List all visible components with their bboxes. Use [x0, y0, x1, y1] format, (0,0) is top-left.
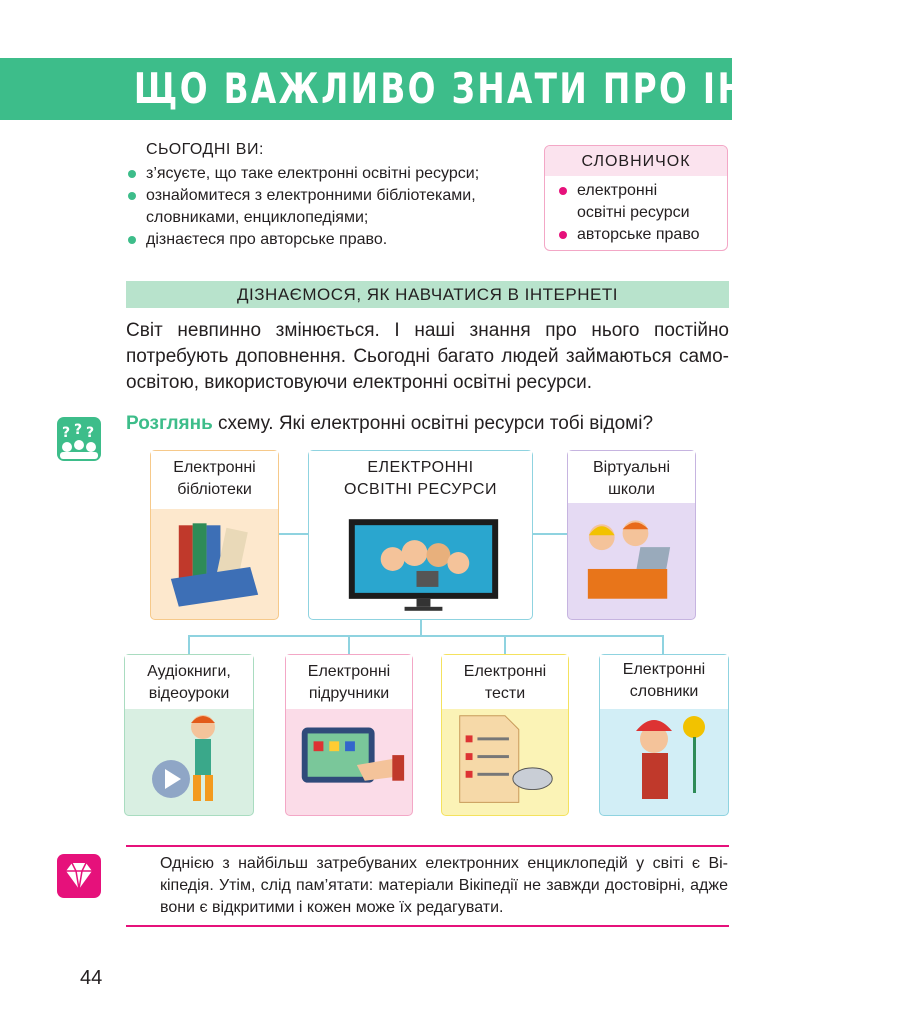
node-label: Електронні підручники — [286, 655, 412, 709]
vocabulary-heading: СЛОВНИЧОК — [545, 146, 727, 176]
page-number: 44 — [80, 967, 103, 989]
vocabulary-list — [555, 180, 707, 246]
connector-line — [533, 533, 567, 535]
connector-line — [188, 635, 664, 637]
vocabulary-box — [544, 145, 728, 251]
vocabulary-item: авторське право — [555, 224, 707, 246]
node-label: Віртуальні школи — [568, 451, 695, 503]
node-textbooks — [285, 654, 413, 816]
node-label: Електронні бібліотеки — [151, 451, 278, 509]
page-title: ЩО ВАЖЛИВО ЗНАТИ ПРО ІНТЕРНЕТ — [133, 64, 902, 113]
today-heading: СЬОГОДНІ ВИ: — [146, 141, 264, 158]
node-audiobooks — [124, 654, 254, 816]
goals-list — [126, 163, 526, 251]
section-title: ДІЗНАЄМОСЯ, ЯК НАВЧАТИСЯ В ІНТЕРНЕТІ — [126, 281, 729, 308]
note-divider — [126, 925, 729, 927]
node-label: ЕЛЕКТРОННІ ОСВІТНІ РЕСУРСИ — [309, 451, 532, 501]
task-text — [126, 411, 653, 437]
video-play-icon — [125, 709, 253, 815]
goal-item: ознайомитеся з електронними бібліотеками, словниками, енциклопедіями; — [126, 185, 526, 229]
node-label: Аудіокниги, відеоуроки — [125, 655, 253, 709]
goal-item: з’ясуєте, що таке електронні освітні ресурси; — [126, 163, 526, 185]
svg-text:?: ? — [62, 425, 71, 441]
connector-line — [348, 635, 350, 655]
svg-text:?: ? — [86, 425, 95, 441]
monitor-icon — [309, 509, 532, 619]
node-label: Електронні словники — [600, 655, 728, 709]
tablet-icon — [286, 709, 412, 815]
node-label: Електронні тести — [442, 655, 568, 709]
note-text: Однією з найбільш затребуваних електронних енциклопедій у світі є Вікіпедія. Утім, слід пам’ятати: матеріали Вікіпедії не завжди достовірні, адже вони є відкритими і кожен може їх редагувати. — [160, 855, 728, 916]
node-center — [308, 450, 533, 620]
question-group-icon — [57, 417, 101, 461]
svg-text:?: ? — [74, 422, 83, 438]
connector-line — [188, 635, 190, 655]
test-sheet-icon — [442, 709, 568, 815]
connector-line — [662, 635, 664, 655]
node-tests — [441, 654, 569, 816]
intro-paragraph: Світ невпинно змінюється. І наші знання про нього постійно потребують доповнення. Сьогодні багато людей займаються самоосвітою, використовуючи електронні освітні ресурси. — [126, 320, 729, 393]
node-virtual-schools — [567, 450, 696, 620]
task-lead: Розглянь — [126, 413, 213, 434]
node-libraries — [150, 450, 279, 620]
note-divider — [126, 845, 729, 847]
books-icon — [151, 507, 278, 619]
vocabulary-item: електронні освітні ресурси — [555, 180, 707, 224]
connector-line — [504, 635, 506, 655]
goal-item: дізнаєтеся про авторське право. — [126, 229, 526, 251]
connector-line — [278, 533, 309, 535]
node-dictionaries — [599, 654, 729, 816]
pupils-icon — [568, 507, 695, 619]
task-body: схему. Які електронні освітні ресурси тобі відомі? — [212, 413, 654, 434]
diamond-icon — [57, 854, 101, 898]
folk-girl-icon — [600, 709, 728, 815]
connector-line — [420, 619, 422, 636]
